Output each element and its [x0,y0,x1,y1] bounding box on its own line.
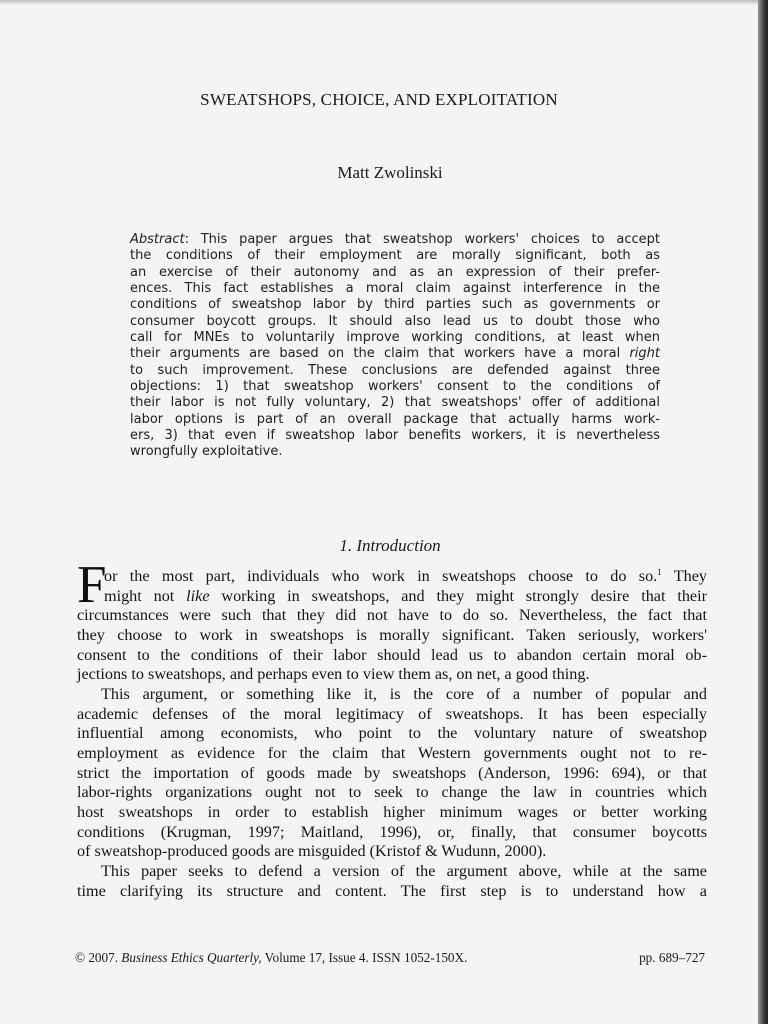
body-line: of sweatshop-produced goods are misguided (Kristof & Wudunn, 2000). [77,842,547,861]
abstract-line: call for MNEs to voluntarily improve working conditions, at least when [130,330,660,346]
footer-journal: Business Ethics Quarterly, [121,950,262,965]
emphasis-right: right [629,346,660,362]
scan-top-shadow [0,0,758,5]
page-footer [75,950,705,966]
footer-details: Volume 17, Issue 4. ISSN 1052-150X. [261,950,468,965]
drop-cap: F [77,556,107,614]
body-line: time clarifying its structure and content. The first step is to understand how a [77,881,707,900]
body-line: host sweatshops in order to establish higher minimum wages or better working [77,802,707,821]
body-text [77,567,707,901]
abstract [130,232,660,461]
body-line: conditions (Krugman, 1997; Maitland, 1996), or, finally, that consumer boycotts [77,822,707,841]
body-line: they choose to work in sweatshops is morally significant. Taken seriously, workers' [77,625,707,644]
abstract-line: conditions of sweatshop labor by third parties such as governments or [130,297,660,313]
footnote-marker[interactable]: 1 [657,567,662,577]
abstract-line: the conditions of their employment are morally significant, both as [130,248,660,264]
body-line: circumstances were such that they did not have to do so. Nevertheless, the fact that [77,606,707,625]
section-heading-introduction: 1. Introduction [339,536,441,555]
abstract-line: ences. This fact establishes a moral claim against interference in the [130,281,660,297]
body-line: jections to sweatshops, and perhaps even to view them as, on net, a good thing. [77,665,590,684]
author-name: Matt Zwolinski [337,163,443,182]
footer-page-range: pp. 689–727 [639,950,705,965]
scan-right-edge [758,0,768,1024]
abstract-line: ers, 3) that even if sweatshop labor benefits workers, it is nevertheless [130,428,660,444]
abstract-line: labor options is part of an overall package that actually harms work- [130,411,660,427]
abstract-label: Abstract [130,232,185,247]
abstract-line: their labor is not fully voluntary, 2) that sweatshops' offer of additional [130,395,660,411]
emphasis-like: like [186,586,210,605]
body-line: This argument, or something like it, is the core of a number of popular and [101,684,707,703]
body-line: employment as evidence for the claim that Western governments ought not to re- [77,743,707,762]
abstract-line: their arguments are based on the claim that workers have a moral right [130,346,660,362]
body-line: This paper seeks to defend a version of the argument above, while at the same [101,861,707,880]
footer-copyright: © 2007. [75,950,122,965]
body-line: might not like working in sweatshops, and they might strongly desire that their [104,586,707,605]
abstract-line: an exercise of their autonomy and as an expression of their prefer- [130,264,660,280]
body-line: consent to the conditions of their labor should lead us to abandon certain moral ob- [77,645,707,664]
abstract-line: objections: 1) that sweatshop workers' consent to the conditions of [130,379,660,395]
body-line: academic defenses of the moral legitimacy of sweatshops. It has been especially [77,704,707,723]
paper-title: SWEATSHOPS, CHOICE, AND EXPLOITATION [200,90,558,109]
abstract-line: to such improvement. These conclusions are defended against three [130,362,660,378]
abstract-line: consumer boycott groups. It should also lead us to doubt those who [130,313,660,329]
body-line: labor-rights organizations ought not to seek to change the law in countries which [77,783,707,802]
body-line: strict the importation of goods made by sweatshops (Anderson, 1996: 694), or that [77,763,707,782]
abstract-line: Abstract: This paper argues that sweatshop workers' choices to accept [130,232,660,247]
body-line: or the most part, individuals who work in sweatshops choose to do so.$^1$ They [104,567,708,585]
body-line: influential among economists, who point to the voluntary nature of sweatshop [77,724,707,743]
abstract-line: wrongfully exploitative. [130,444,283,460]
